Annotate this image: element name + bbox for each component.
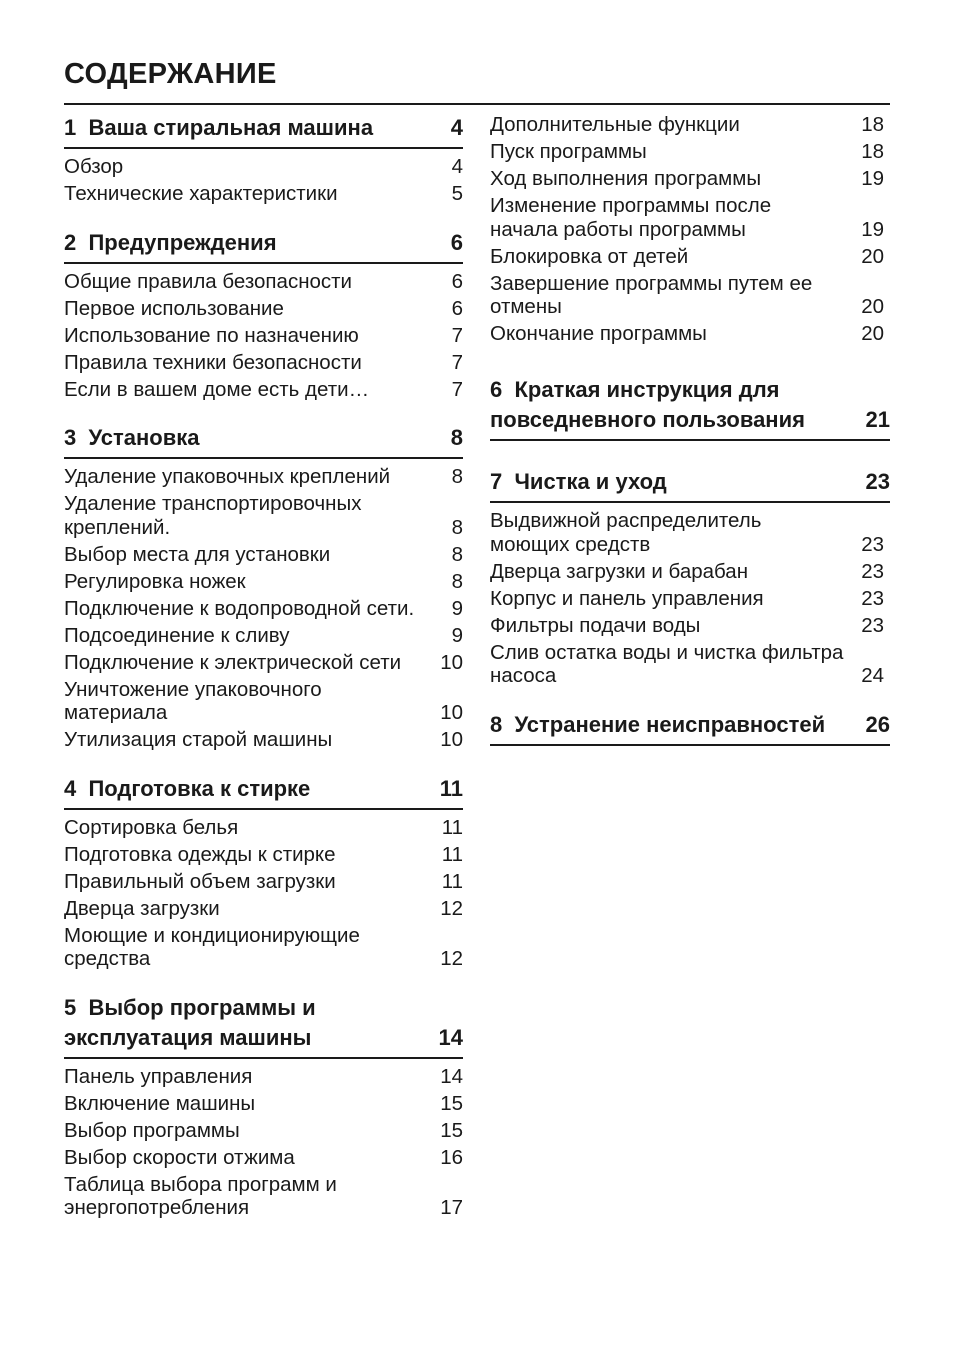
toc-entry[interactable] xyxy=(490,587,890,611)
toc-entry[interactable] xyxy=(64,924,463,971)
toc-entry-page: 10 xyxy=(440,728,463,751)
toc-entry-page: 11 xyxy=(441,842,463,866)
toc-entry[interactable] xyxy=(490,641,890,688)
toc-entry-page: 19 xyxy=(861,217,884,241)
toc-entry[interactable] xyxy=(64,297,463,321)
toc-entry-page: 18 xyxy=(861,140,884,163)
toc-entry-title: Использование по назначению xyxy=(64,323,359,347)
toc-entry-title: Правила техники безопасности xyxy=(64,350,362,374)
toc-entry-title: Технические характеристики xyxy=(64,182,338,205)
toc-entry-page: 11 xyxy=(441,815,463,839)
toc-entry-title: Фильтры подачи воды xyxy=(490,613,701,637)
toc-entry-title: Панель управления xyxy=(64,1064,253,1088)
toc-entry[interactable] xyxy=(64,324,463,348)
toc-section-title: 6 Краткая инструкция для повседневного пользования xyxy=(490,377,805,432)
toc-entry[interactable] xyxy=(64,1146,463,1170)
toc-entry-page: 23 xyxy=(861,559,884,583)
toc-entry[interactable] xyxy=(490,140,890,164)
toc-section-page: 6 xyxy=(450,229,463,255)
toc-entry-page: 8 xyxy=(451,465,463,488)
toc-entry[interactable] xyxy=(64,597,463,621)
toc-section-page: 23 xyxy=(865,469,890,494)
toc-entry[interactable] xyxy=(490,509,890,556)
toc-section-title: 1 Ваша стиральная машина xyxy=(64,115,374,140)
toc-section-heading[interactable] xyxy=(490,710,890,746)
toc-section-heading[interactable] xyxy=(64,774,463,810)
toc-entry-title: Регулировка ножек xyxy=(64,569,246,593)
toc-entry[interactable] xyxy=(64,897,463,921)
toc-entry-title: Выдвижной распределитель моющих средств xyxy=(490,509,762,556)
toc-entry-page: 6 xyxy=(451,269,463,293)
toc-entry-title: Подключение к электрической сети xyxy=(64,650,402,674)
toc-entry[interactable] xyxy=(64,624,463,648)
toc-entry-title: Уничтожение упаковочного материала xyxy=(64,677,322,724)
toc-entry-title: Выбор места для установки xyxy=(64,542,331,566)
toc-entry-page: 23 xyxy=(861,586,884,610)
toc-entry-page: 19 xyxy=(861,167,884,190)
toc-entry-page: 8 xyxy=(451,542,463,566)
toc-entry-title: Блокировка от детей xyxy=(490,244,689,268)
toc-entry[interactable] xyxy=(64,570,463,594)
toc-entry[interactable] xyxy=(64,182,463,206)
toc-entry[interactable] xyxy=(490,272,890,319)
toc-entry-title: Окончание программы xyxy=(490,322,707,345)
toc-entry-title: Дверца загрузки и барабан xyxy=(490,559,749,583)
toc-section-title: 5 Выбор программы и эксплуатация машины xyxy=(64,994,316,1050)
toc-entry-title: Моющие и кондиционирующие средства xyxy=(64,923,360,970)
toc-entry-page: 20 xyxy=(861,295,884,318)
toc-entry-title: Если в вашем доме есть дети… xyxy=(64,377,370,401)
toc-entry-title: Удаление упаковочных креплений xyxy=(64,465,391,488)
toc-entry-title: Выбор скорости отжима xyxy=(64,1145,295,1169)
toc-entry-title: Корпус и панель управления xyxy=(490,586,764,610)
toc-entry-title: Слив остатка воды и чистка фильтра насоса xyxy=(490,640,844,687)
toc-section xyxy=(490,710,890,746)
toc-entry-title: Сортировка белья xyxy=(64,815,239,839)
toc-entry[interactable] xyxy=(64,678,463,725)
toc-entry[interactable] xyxy=(64,378,463,402)
toc-entry-page: 14 xyxy=(440,1064,463,1088)
toc-entry-title: Первое использование xyxy=(64,296,284,320)
toc-entry[interactable] xyxy=(64,816,463,840)
toc-entry-title: Общие правила безопасности xyxy=(64,269,353,293)
toc-entry-page: 5 xyxy=(451,182,463,205)
toc-entry-page: 6 xyxy=(451,296,463,320)
toc-section-title: 3 Установка xyxy=(64,425,200,450)
toc-entry-page: 8 xyxy=(451,569,463,593)
toc-entry-page: 9 xyxy=(451,596,463,620)
toc-entry-page: 20 xyxy=(861,322,884,345)
toc-entry[interactable] xyxy=(64,155,463,179)
toc-right-column xyxy=(490,113,890,768)
toc-entry[interactable] xyxy=(490,113,890,137)
toc-section-page: 14 xyxy=(438,1024,463,1050)
toc-entry-page: 10 xyxy=(440,701,463,724)
toc-left-column xyxy=(64,113,463,1242)
toc-entry-title: Удаление транспортировочных креплений. xyxy=(64,492,362,539)
toc-section-page: 4 xyxy=(450,115,463,140)
toc-entry-page: 17 xyxy=(440,1196,463,1219)
toc-entry-title: Включение машины xyxy=(64,1091,256,1115)
toc-entry-page: 16 xyxy=(440,1145,463,1169)
toc-entry[interactable] xyxy=(490,194,890,241)
toc-section-title: 7 Чистка и уход xyxy=(490,469,667,494)
toc-entry-title: Пуск программы xyxy=(490,140,647,163)
toc-entry-page: 11 xyxy=(441,869,463,893)
toc-entry-title: Таблица выбора программ и энергопотребления xyxy=(64,1172,337,1219)
toc-section xyxy=(64,993,463,1220)
toc-entry-page: 7 xyxy=(451,323,463,347)
toc-entry-page: 15 xyxy=(440,1118,463,1142)
toc-entry[interactable] xyxy=(64,1065,463,1089)
toc-entry[interactable] xyxy=(64,1173,463,1220)
spacer xyxy=(490,349,890,375)
toc-entry[interactable] xyxy=(490,614,890,638)
toc-entry-page: 8 xyxy=(451,515,463,539)
toc-entry-title: Завершение программы путем ее отмены xyxy=(490,271,813,318)
toc-entry-page: 24 xyxy=(861,664,884,687)
toc-section xyxy=(490,467,890,688)
toc-section-page: 11 xyxy=(439,775,463,801)
toc-section-page: 8 xyxy=(450,425,463,450)
toc-entry-title: Дверца загрузки xyxy=(64,896,220,920)
toc-entry-page: 7 xyxy=(451,377,463,401)
toc-entry-title: Выбор программы xyxy=(64,1118,240,1142)
toc-entry-page: 10 xyxy=(440,650,463,674)
title-divider xyxy=(64,103,890,105)
toc-entry-page: 12 xyxy=(440,947,463,970)
toc-entry[interactable] xyxy=(490,322,890,346)
toc-section-page: 21 xyxy=(865,407,890,432)
toc-section-title: 2 Предупреждения xyxy=(64,229,277,255)
toc-entry-page: 12 xyxy=(440,896,463,920)
toc-section-title: 4 Подготовка к стирке xyxy=(64,775,311,801)
toc-section xyxy=(64,113,463,206)
toc-entry-title: Обзор xyxy=(64,155,124,178)
toc-section-page: 26 xyxy=(865,711,890,737)
toc-entry[interactable] xyxy=(490,167,890,191)
toc-entry-page: 7 xyxy=(451,350,463,374)
page-title: СОДЕРЖАНИЕ xyxy=(64,58,277,90)
toc-entry[interactable] xyxy=(64,728,463,752)
toc-section-title: 8 Устранение неисправностей xyxy=(490,711,826,737)
toc-section-heading[interactable] xyxy=(490,467,890,503)
toc-entry[interactable] xyxy=(64,465,463,489)
toc-entry-title: Подключение к водопроводной сети. xyxy=(64,596,415,620)
toc-entry[interactable] xyxy=(64,1119,463,1143)
toc-entry[interactable] xyxy=(64,651,463,675)
toc-entry-page: 23 xyxy=(861,532,884,556)
toc-entry[interactable] xyxy=(64,270,463,294)
toc-section xyxy=(64,774,463,971)
toc-continued-entries xyxy=(490,113,890,346)
toc-entry-page: 9 xyxy=(451,623,463,647)
toc-entry-page: 20 xyxy=(861,244,884,268)
toc-entry-page: 23 xyxy=(861,613,884,637)
toc-entry-page: 15 xyxy=(440,1091,463,1115)
toc-entry[interactable] xyxy=(64,492,463,539)
toc-section xyxy=(490,375,890,441)
toc-entry-title: Правильный объем загрузки xyxy=(64,869,336,893)
toc-entry[interactable] xyxy=(490,245,890,269)
toc-entry-page: 18 xyxy=(861,113,884,136)
toc-section-heading[interactable] xyxy=(64,423,463,459)
toc-entry-title: Подсоединение к сливу xyxy=(64,623,290,647)
toc-entry-page: 4 xyxy=(451,155,463,178)
toc-entry[interactable] xyxy=(64,870,463,894)
toc-entry[interactable] xyxy=(490,560,890,584)
toc-section-heading[interactable] xyxy=(490,375,890,441)
toc-entry-title: Ход выполнения программы xyxy=(490,167,762,190)
toc-entry[interactable] xyxy=(64,543,463,567)
toc-entry-title: Дополнительные функции xyxy=(490,113,740,136)
toc-entry-title: Изменение программы после начала работы программы xyxy=(490,194,772,241)
toc-entry[interactable] xyxy=(64,351,463,375)
toc-section-heading[interactable] xyxy=(64,228,463,264)
toc-entry-title: Утилизация старой машины xyxy=(64,728,333,751)
toc-section xyxy=(64,228,463,402)
toc-entry[interactable] xyxy=(64,843,463,867)
toc-section-heading[interactable] xyxy=(64,993,463,1059)
toc-section-heading[interactable] xyxy=(64,113,463,149)
toc-entry-title: Подготовка одежды к стирке xyxy=(64,842,336,866)
toc-entry[interactable] xyxy=(64,1092,463,1116)
toc-section xyxy=(64,423,463,752)
